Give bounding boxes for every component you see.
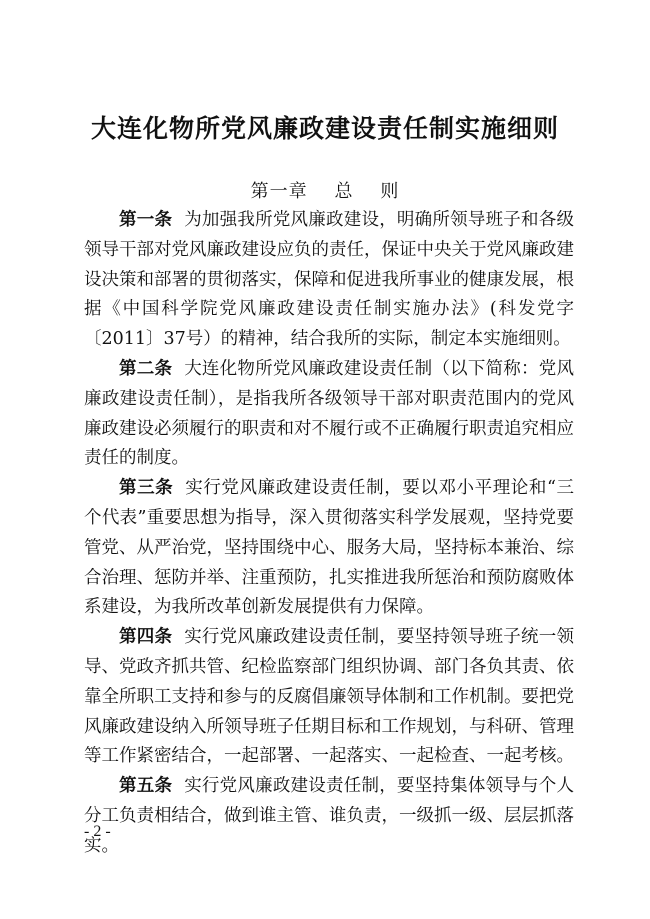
article-4 bbox=[84, 623, 574, 772]
article-2 bbox=[84, 355, 574, 474]
article-text: 为加强我所党风廉政建设，明确所领导班子和各级领导干部对党风廉政建设应负的责任，保证中央关于党风廉政建设决策和部署的贯彻落实，保障和促进我所事业的健康发展，根据《中国科学院党风廉政建设责任制实施办法》(科发党字〔2011〕37号）的精神，结合我所的实际，制定本实施细则。 bbox=[84, 210, 574, 350]
article-number: 第三条 bbox=[119, 478, 174, 499]
document-body bbox=[84, 206, 574, 862]
article-number: 第四条 bbox=[119, 627, 173, 648]
article-number: 第一条 bbox=[119, 210, 173, 230]
article-5 bbox=[84, 772, 574, 861]
page-number: - 2 - bbox=[84, 823, 111, 840]
article-text: 实行党风廉政建设责任制，要坚持领导班子统一领导、党政齐抓共管、纪检监察部门组织协调、部门各负其责、依靠全所职工支持和参与的反腐倡廉领导体制和工作机制。要把党风廉政建设纳入所领导班子任期目标和工作规划，与科研、管理等工作紧密结合，一起部署、一起落实、一起检查、一起考核。 bbox=[84, 627, 574, 767]
chapter-heading: 第一章 总 则 bbox=[250, 181, 400, 202]
article-number: 第五条 bbox=[119, 776, 173, 797]
article-1 bbox=[84, 206, 574, 355]
article-text: 实行党风廉政建设责任制，要坚持集体领导与个人分工负责相结合，做到谁主管、谁负责，一级抓一级、层层抓落实。 bbox=[84, 776, 574, 856]
article-number: 第二条 bbox=[119, 358, 173, 379]
article-text: 大连化物所党风廉政建设责任制（以下简称：党风廉政建设责任制），是指我所各级领导干部对职责范围内的党风廉政建设必须履行的职责和对不履行或不正确履行职责追究相应责任的制度。 bbox=[84, 358, 574, 469]
document-title: 大连化物所党风廉政建设责任制实施细则 bbox=[90, 114, 559, 143]
article-text: 实行党风廉政建设责任制，要以邓小平理论和“三个代表”重要思想为指导，深入贯彻落实科学发展观，坚持党要管党、从严治党，坚持围绕中心、服务大局，坚持标本兼治、综合治理、惩防并举、注重预防，扎实推进我所惩治和预防腐败体系建设，为我所改革创新发展提供有力保障。 bbox=[84, 478, 575, 618]
article-3 bbox=[84, 474, 574, 623]
